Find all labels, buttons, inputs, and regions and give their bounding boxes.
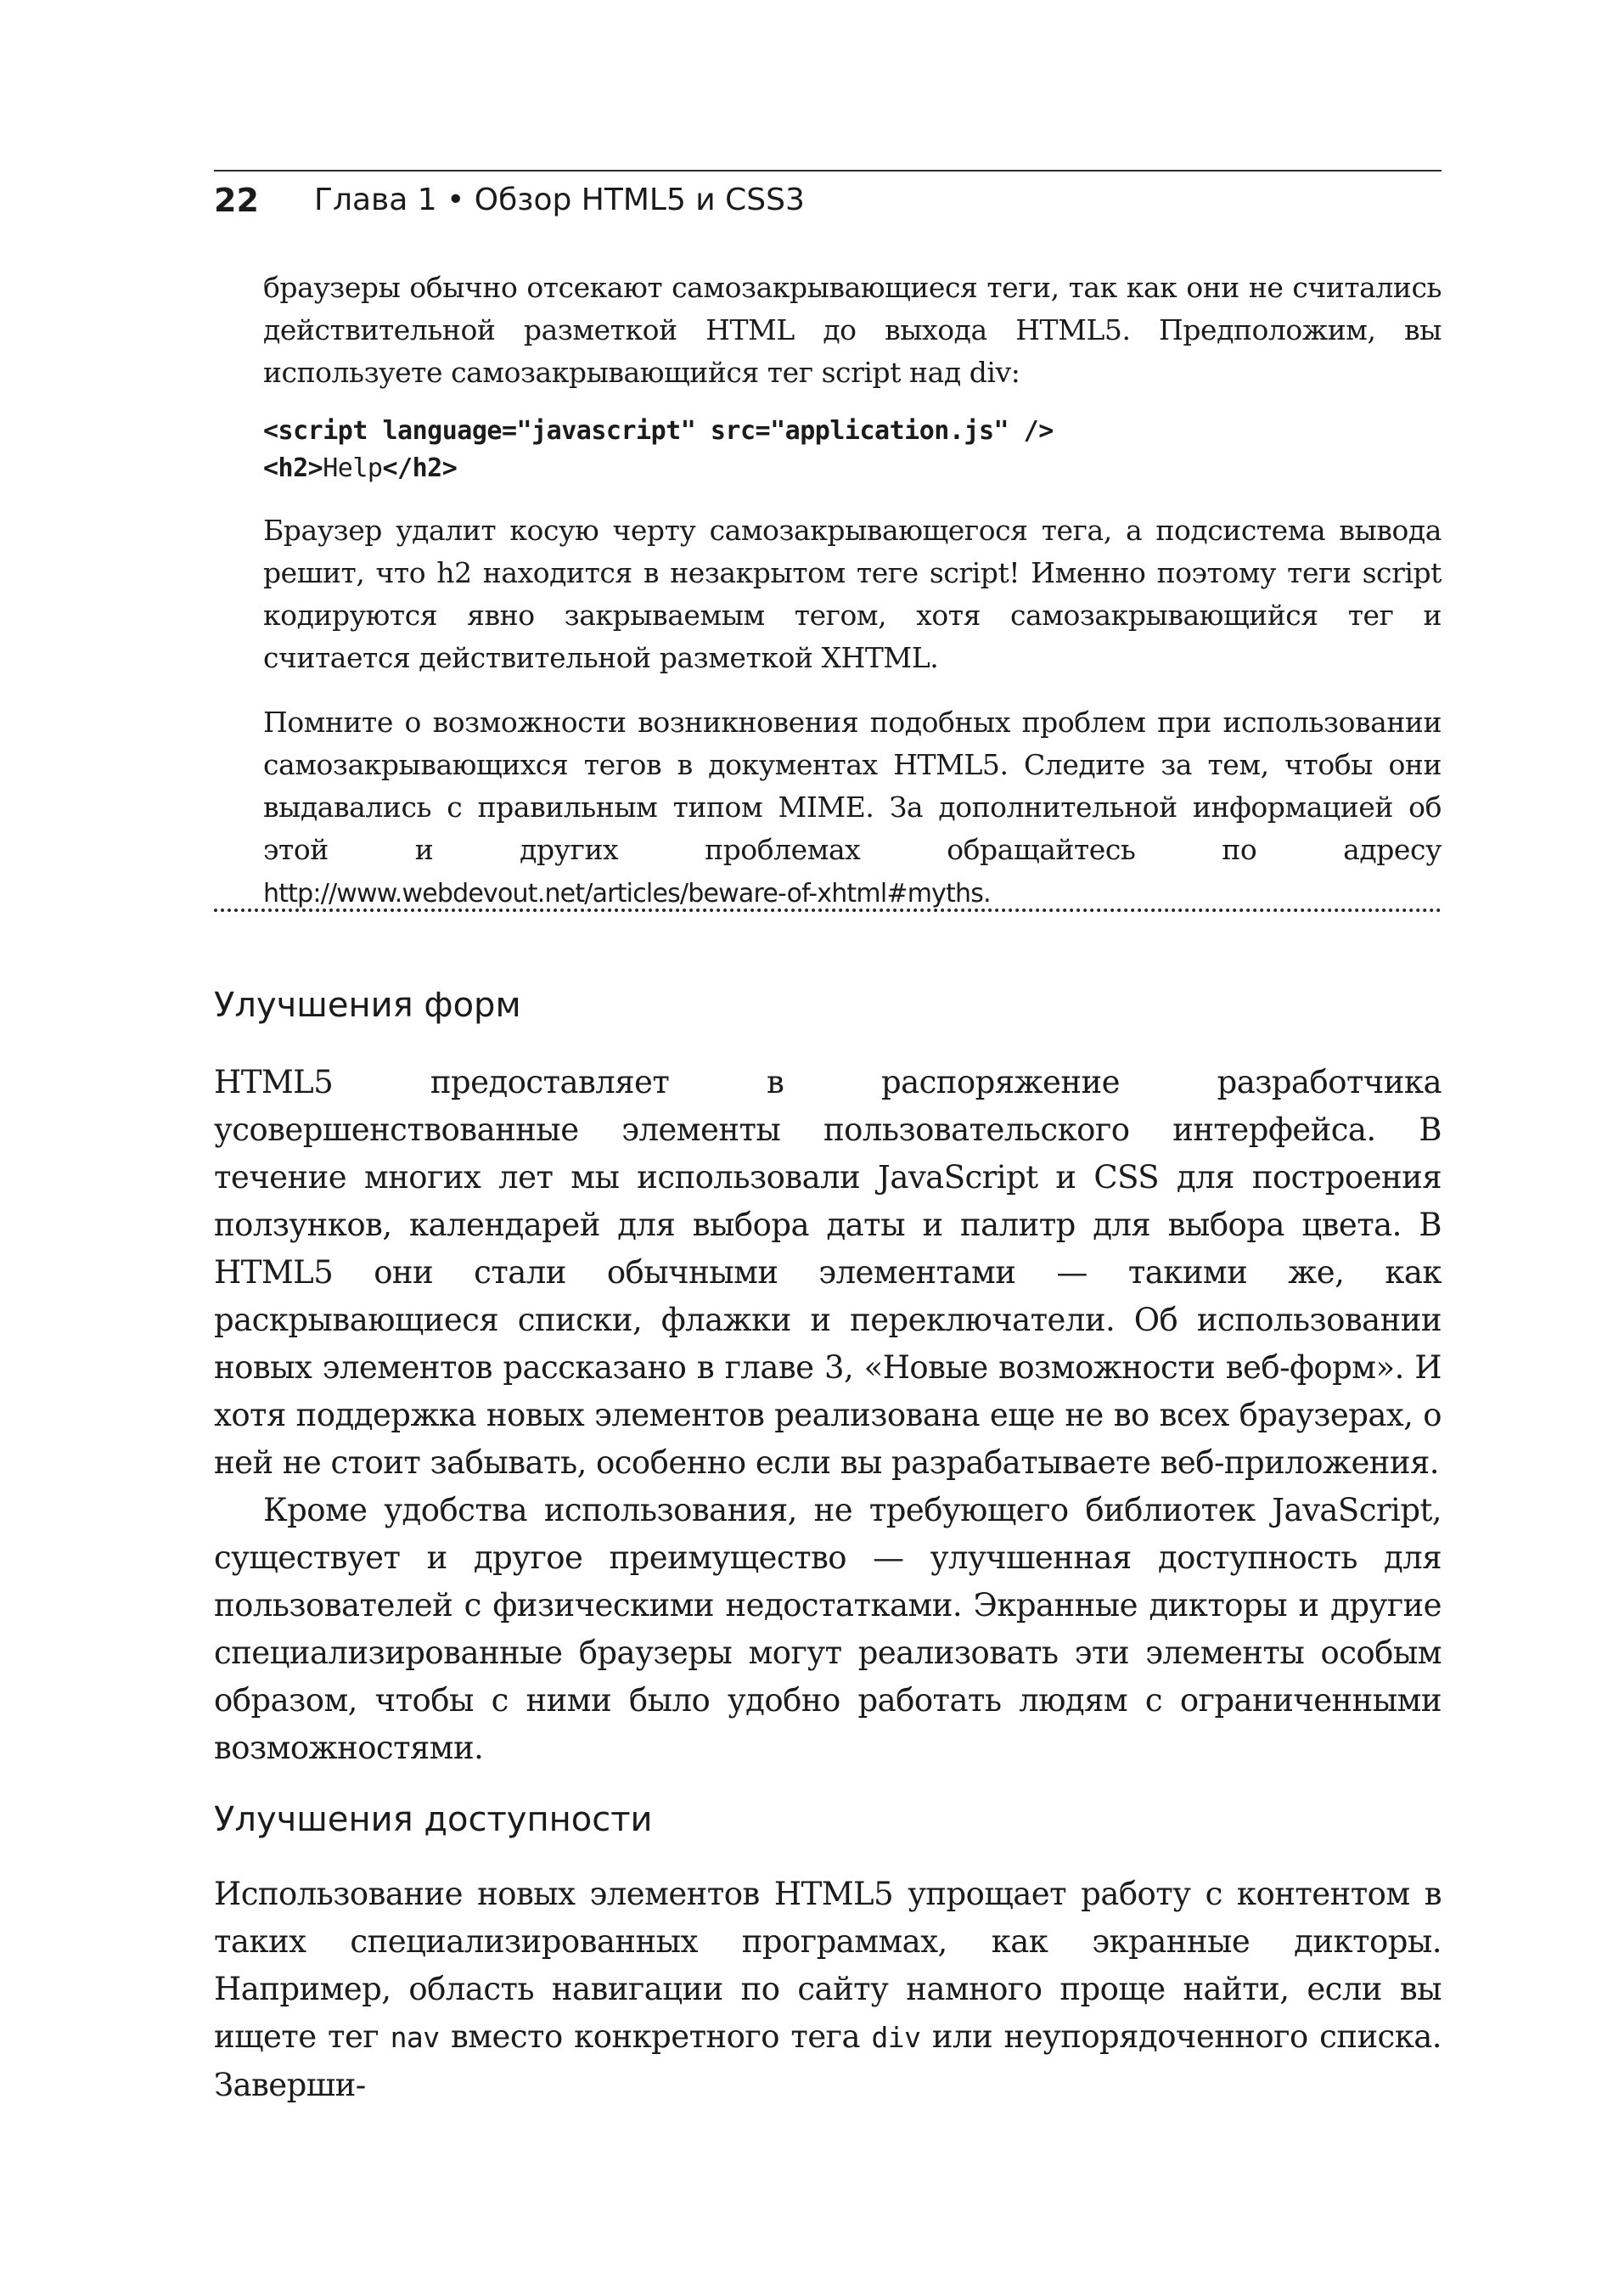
note-paragraph-text: Помните о возможности возникновения подобных проблем при использовании самозакрывающихся тегов в документах HTML5. Следите за тем, чтобы они выдавались с правильным типом MIME. За дополнительной информацией об этой и других проблемах обращайтесь по адресу — [263, 706, 1442, 866]
body-text-span: Использование новых элементов HTML5 упрощает работу с контентом в таких специализированных программах, как экранные дикторы. Например, область навигации по сайту намного проще найти, если вы ищете тег — [214, 1876, 1442, 2055]
inline-code-div: div — [871, 2021, 921, 2054]
reference-link[interactable]: http://www.webdevout.net/articles/beware-of-xhtml#myths. — [263, 879, 991, 909]
chapter-title: Глава 1 • Обзор HTML5 и CSS3 — [314, 183, 805, 217]
body-paragraph — [214, 1871, 1442, 2109]
note-paragraph: браузеры обычно отсекают самозакрывающиеся теги, так как они не считались действительной разметкой HTML до выхода HTML5. Предположим, вы используете самозакрывающийся тег script над div: — [263, 271, 1442, 389]
section-body-accessibility — [214, 1871, 1442, 2109]
inline-code-nav: nav — [390, 2021, 440, 2054]
section-body-forms — [214, 1059, 1442, 1772]
code-tag-close: </h2> — [382, 453, 458, 483]
code-text: Help — [323, 453, 383, 483]
code-line: <script language="javascript" src="application.js" /> — [263, 416, 1054, 446]
section-heading-accessibility: Улучшения доступности — [214, 1800, 653, 1839]
running-header — [214, 170, 1442, 224]
code-listing — [263, 413, 1442, 487]
page-number: 22 — [214, 182, 259, 219]
note-paragraph: Браузер удалит косую черту самозакрывающегося тега, а подсистема вывода решит, что h2 находится в незакрытом теге script! Именно поэтому теги script кодируются явно закрываемым тегом, хотя самозакрывающийся тег и считается действительной разметкой XHTML. — [263, 514, 1442, 674]
note-block — [263, 267, 1442, 915]
note-paragraph — [263, 701, 1442, 915]
section-heading-forms: Улучшения форм — [214, 986, 521, 1025]
code-tag-open: <h2> — [263, 453, 323, 483]
body-paragraph: HTML5 предоставляет в распоряжение разработчика усовершенствованные элементы пользовательского интерфейса. В течение многих лет мы использовали JavaScript и CSS для построения ползунков, календарей для выбора даты и палитр для выбора цвета. В HTML5 они стали обычными элементами — такими же, как раскрывающиеся списки, флажки и переключатели. Об использовании новых элементов рассказано в главе 3, «Новые возможности веб-форм». И хотя поддержка новых элементов реализована еще не во всех браузерах, о ней не стоит забывать, особенно если вы разрабатываете веб-приложения. — [214, 1064, 1442, 1481]
note-divider — [214, 909, 1442, 912]
body-text-span: или неупорядоченного списка. Заверши- — [214, 2018, 1442, 2103]
body-paragraph: Кроме удобства использования, не требующего библиотек JavaScript, существует и другое преимущество — улучшенная доступность для пользователей с физическими недостатками. Экранные дикторы и другие специализированные браузеры могут реализовать эти элементы особым образом, чтобы с ними было удобно работать людям с ограниченными возможностями. — [214, 1492, 1442, 1766]
body-text-span: вместо конкретного тега — [451, 2018, 861, 2055]
